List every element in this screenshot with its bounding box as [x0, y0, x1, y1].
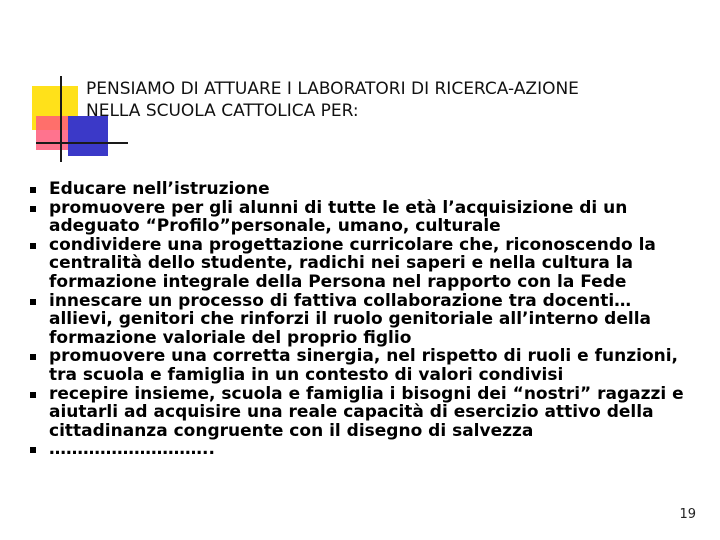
bullet-text: innescare un processo di fattiva collaborazione tra docenti… allievi, genitori che rinforzi il ruolo genitoriale all’interno della formazione valoriale del proprio figlio [49, 290, 652, 348]
bullet-item [30, 440, 700, 459]
bullet-item [30, 385, 700, 441]
page-number: 19 [679, 507, 696, 522]
square-bullet-icon [30, 206, 36, 212]
bullet-text: recepire insieme, scuola e famiglia i bisogni dei “nostri” ragazzi e aiutarli ad acquisire una reale capacità di esercizio attivo della cittadinanza congruente con il disegno di salvezza [49, 383, 684, 441]
bullet-list [30, 180, 700, 459]
bullet-item [30, 292, 700, 348]
horizontal-line [36, 142, 128, 144]
bullet-text: condividere una progettazione curricolare che, riconoscendo la centralità dello studente, radichi nei saperi e nella cultura la formazione integrale della Persona nel rapporto con la Fede [49, 234, 656, 292]
title-line-1: PENSIAMO DI ATTUARE I LABORATORI DI RICERCA-AZIONE [86, 79, 579, 99]
bullet-text: Educare nell’istruzione [49, 179, 270, 199]
square-bullet-icon [30, 354, 36, 360]
title-line-2: NELLA SCUOLA CATTOLICA PER: [86, 101, 359, 121]
bullet-text: promuovere per gli alunni di tutte le età l’acquisizione di un adeguato “Profilo”personale, umano, culturale [49, 197, 628, 237]
square-bullet-icon [30, 243, 36, 249]
bullet-item [30, 199, 700, 236]
square-bullet-icon [30, 299, 36, 305]
bullet-text: ……………………….. [49, 439, 215, 460]
bullet-text: promuovere una corretta sinergia, nel rispetto di ruoli e funzioni, tra scuola e famiglia in un contesto di valori condivisi [49, 346, 679, 385]
slide-title [86, 78, 706, 122]
blue-square [68, 116, 108, 156]
square-bullet-icon [30, 392, 36, 398]
vertical-line [60, 76, 62, 162]
bullet-item [30, 236, 700, 292]
square-bullet-icon [30, 447, 36, 453]
bullet-item [30, 347, 700, 384]
bullet-item [30, 180, 700, 199]
red-square [36, 116, 72, 150]
square-bullet-icon [30, 187, 36, 193]
